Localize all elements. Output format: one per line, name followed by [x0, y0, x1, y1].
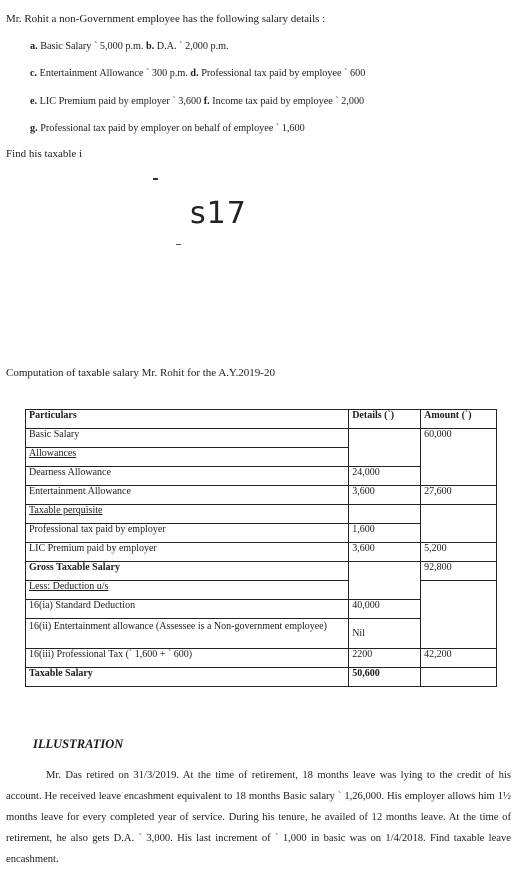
- cell-particular: 16(iii) Professional Tax (` 1,600 + ` 600): [26, 649, 349, 668]
- header-details: Details (`): [349, 410, 421, 429]
- table-row: [26, 581, 497, 600]
- cell-particular: LIC Premium paid by employer: [26, 543, 349, 562]
- cell-details: [349, 562, 421, 581]
- cell-details: 24,000: [349, 467, 421, 486]
- cell-particular: 16(ia) Standard Deduction: [26, 600, 349, 619]
- table-row: [26, 448, 497, 467]
- item-text: D.A. ` 2,000 p.m.: [154, 41, 229, 52]
- cell-amount: [421, 581, 497, 600]
- cell-particular: Basic Salary: [26, 429, 349, 448]
- cell-amount: [421, 505, 497, 524]
- cell-details: [349, 505, 421, 524]
- find-text: Find his taxable i: [6, 148, 83, 157]
- cell-particular: Taxable Salary: [26, 668, 349, 687]
- table-row: [26, 619, 497, 649]
- item-label: f.: [203, 96, 210, 107]
- cell-details: [349, 581, 421, 600]
- question-line: [30, 68, 365, 79]
- item-label: c.: [30, 68, 38, 79]
- header-amount: Amount (`): [421, 410, 497, 429]
- cell-details: 2200: [349, 649, 421, 668]
- cell-particular: 16(ii) Entertainment allowance (Assessee is a Non-government employee): [26, 619, 349, 649]
- cell-amount: 27,600: [421, 486, 497, 505]
- cell-amount: [421, 448, 497, 467]
- item-text: Professional tax paid by employee ` 600: [198, 68, 366, 79]
- cell-details: 50,600: [349, 668, 421, 687]
- cell-details: 3,600: [349, 486, 421, 505]
- table-row: [26, 524, 497, 543]
- illustration-paragraph: [6, 765, 511, 870]
- cell-details: Nil: [349, 619, 421, 649]
- cell-amount: 5,200: [421, 543, 497, 562]
- cell-amount: [421, 524, 497, 543]
- illustration-text: Mr. Das retired on 31/3/2019. At the time of retirement, 18 months leave was lying to the credit of his account. He received leave encashment equivalent to 18 months Basic salary ` 1,26,000. His employer allows him 1½ months leave for every completed year of service. During his tenure, he availed of 12 months leave. At the time of retirement, he also gets D.A. ` 3,000. His last increment of ` 1,000 in basic was on 1/4/2018. Find taxable leave encashment.: [6, 770, 511, 865]
- cell-particular: Gross Taxable Salary: [26, 562, 349, 581]
- cell-particular: Allowances: [26, 448, 349, 467]
- question-line: [30, 41, 229, 52]
- table-row: [26, 429, 497, 448]
- cell-details: 1,600: [349, 524, 421, 543]
- item-label: d.: [190, 68, 199, 79]
- cell-details: [349, 448, 421, 467]
- table-row: [26, 600, 497, 619]
- illustration-heading: ILLUSTRATION: [33, 737, 124, 751]
- taxable-salary-table: [25, 409, 497, 687]
- computation-title: Computation of taxable salary Mr. Rohit for the A.Y.2019-20: [6, 367, 275, 379]
- question-line: [30, 123, 305, 134]
- table-row: [26, 668, 497, 687]
- table-row: [26, 562, 497, 581]
- question-line: [30, 96, 364, 107]
- cell-amount: [421, 467, 497, 486]
- item-text: LIC Premium paid by employer ` 3,600: [37, 96, 204, 107]
- cell-amount: [421, 600, 497, 619]
- item-text: Entertainment Allowance ` 300 p.m.: [37, 68, 191, 79]
- cell-particular: Taxable perquisite: [26, 505, 349, 524]
- cell-particular: Entertainment Allowance: [26, 486, 349, 505]
- divider-mark: [153, 178, 158, 180]
- cell-particular: Dearness Allowance: [26, 467, 349, 486]
- item-text: Income tax paid by employee ` 2,000: [209, 96, 365, 107]
- item-label: a.: [30, 41, 38, 52]
- item-label: b.: [146, 41, 155, 52]
- cell-particular: Professional tax paid by employer: [26, 524, 349, 543]
- cell-details: [349, 429, 421, 448]
- cell-details: 40,000: [349, 600, 421, 619]
- table-row: [26, 649, 497, 668]
- cell-details: 3,600: [349, 543, 421, 562]
- table-row: [26, 505, 497, 524]
- item-text: Basic Salary ` 5,000 p.m.: [37, 41, 147, 52]
- item-label: e.: [30, 96, 38, 107]
- item-text: Professional tax paid by employer on behalf of employee ` 1,600: [37, 123, 305, 134]
- cell-particular: Less: Deduction u/s: [26, 581, 349, 600]
- table-row: [26, 467, 497, 486]
- cell-amount: [421, 668, 497, 687]
- cell-amount: 60,000: [421, 429, 497, 448]
- table-header-row: [26, 410, 497, 429]
- watermark-text: s17: [190, 196, 247, 231]
- item-label: g.: [30, 123, 38, 134]
- table-row: [26, 486, 497, 505]
- cell-amount: [421, 619, 497, 649]
- table-row: [26, 543, 497, 562]
- header-particulars: Particulars: [26, 410, 349, 429]
- divider-mark: [176, 244, 181, 245]
- cell-amount: 92,800: [421, 562, 497, 581]
- cell-amount: 42,200: [421, 649, 497, 668]
- question-intro: Mr. Rohit a non-Government employee has the following salary details :: [6, 13, 326, 25]
